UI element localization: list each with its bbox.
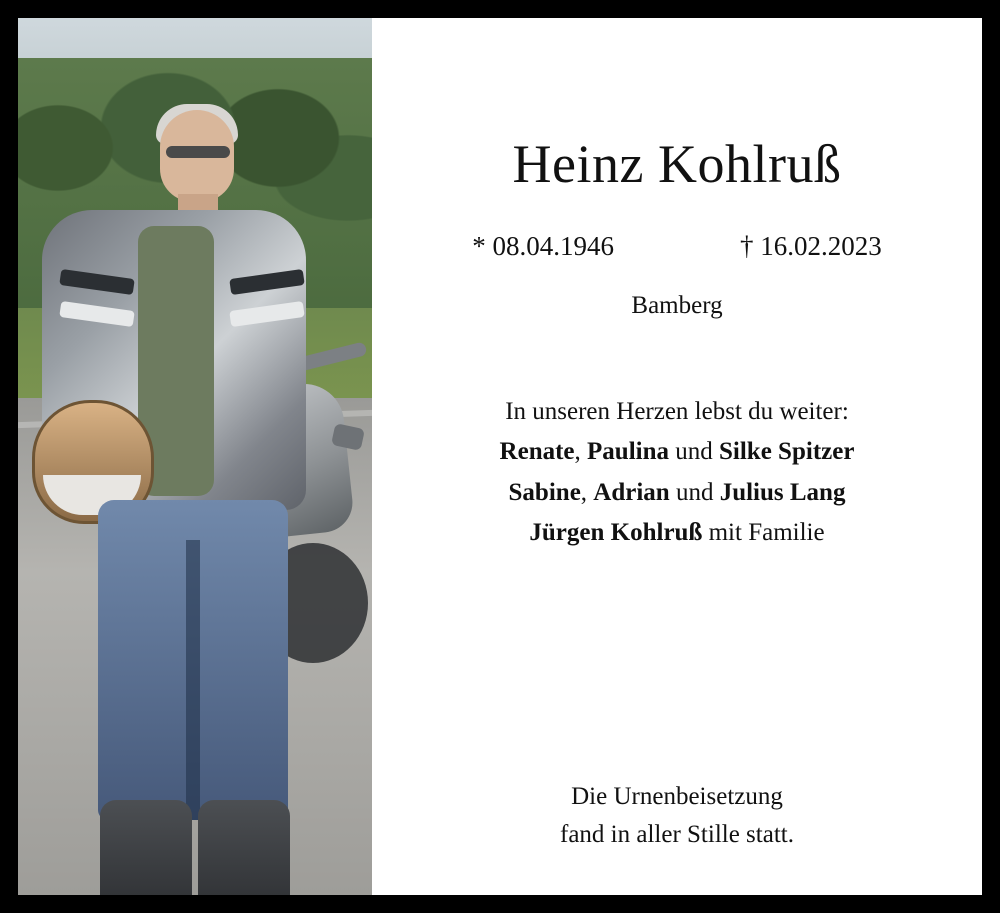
death-date: † 16.02.2023 [740,230,882,261]
survivor-name: Paulina [587,438,670,466]
survivor-tail: mit Familie [702,519,825,547]
obituary-inner [18,18,982,895]
person-figure [28,110,308,895]
survivor-name: Jürgen Kohlruß [529,519,703,547]
survivor-separator: und [669,438,720,466]
deceased-name: Heinz Kohlruß [512,134,842,194]
jacket-stripe [59,301,135,327]
person-boot-left [100,800,192,895]
survivor-name: Adrian [593,478,670,506]
portrait-photo [18,18,372,895]
survivor-line [372,473,982,514]
funeral-note [372,778,982,853]
survivor-name: Silke Spitzer [719,438,855,466]
survivor-separator: und [669,478,720,506]
survivor-name: Renate [499,438,575,466]
survivor-line [372,432,982,473]
jacket-stripe [229,269,305,295]
survivor-separator: , [580,478,594,506]
funeral-note-line-2: fand in aller Stille statt. [560,820,794,848]
life-dates [372,231,982,262]
survivor-line [372,513,982,554]
funeral-note-line-1: Die Urnenbeisetzung [571,783,783,810]
obituary-text-panel [372,18,982,895]
message-intro: In unseren Herzen lebst du weiter: [505,397,849,425]
jacket-stripe [229,301,305,327]
person-boot-right [198,800,290,895]
place-name: Bamberg [631,291,723,319]
glasses-icon [166,146,230,158]
survivor-separator: , [574,438,588,466]
survivor-name: Julius Lang [719,478,846,506]
birth-date: * 08.04.1946 [472,230,614,261]
person-jeans [98,500,288,820]
memorial-message [372,392,982,554]
survivor-name: Sabine [508,478,581,506]
jacket-stripe [59,269,135,295]
